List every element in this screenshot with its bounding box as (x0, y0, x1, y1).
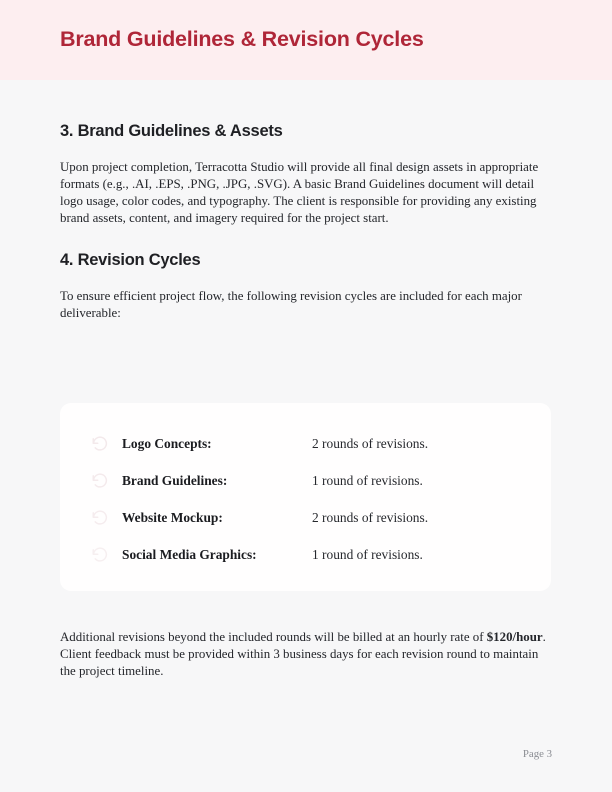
list-item (60, 425, 551, 462)
section-paragraph-revision-cycles: To ensure efficient project flow, the following revision cycles are included for each major deliverable: (60, 288, 522, 320)
rotate-counter-clockwise-icon (91, 546, 109, 564)
revision-item-value: 2 rounds of revisions. (312, 509, 429, 525)
footer-note-paragraph (60, 629, 552, 681)
list-item (60, 462, 551, 499)
document-header-band (0, 0, 612, 80)
document-title: Brand Guidelines & Revision Cycles (60, 27, 424, 52)
list-item (60, 536, 551, 573)
revision-item-value: 2 rounds of revisions. (312, 435, 429, 451)
revision-item-value: 1 round of revisions. (312, 546, 423, 562)
list-item (60, 499, 551, 536)
rotate-counter-clockwise-icon (91, 509, 109, 527)
revision-cycles-card (60, 403, 551, 591)
section-heading-brand-guidelines: 3. Brand Guidelines & Assets (60, 122, 283, 140)
page-number: Page 3 (522, 748, 552, 760)
revision-item-label: Social Media Graphics: (122, 546, 257, 562)
footer-note-part1: Additional revisions beyond the included rounds will be billed at an hourly rate of (60, 630, 487, 644)
revision-item-label: Website Mockup: (122, 509, 223, 525)
section-paragraph-brand-guidelines: Upon project completion, Terracotta Studio will provide all final design assets in appropriate formats (e.g., .AI, .EPS, .PNG, .JPG, .SVG). A basic Brand Guidelines document will detail logo usage, color codes, and typography. The client is responsible for providing any existing brand assets, content, and imagery required for the project start. (60, 160, 539, 225)
revision-item-label: Brand Guidelines: (122, 472, 228, 488)
footer-note-part2: . Client feedback must be provided within 3 business days for each revision round to maintain the project timeline. (60, 630, 546, 679)
revision-item-value: 1 round of revisions. (312, 472, 423, 488)
rotate-counter-clockwise-icon (91, 472, 109, 490)
section-heading-revision-cycles: 4. Revision Cycles (60, 250, 201, 269)
document-body (0, 80, 612, 321)
revision-item-label: Logo Concepts: (122, 435, 212, 451)
hourly-rate-value: $120/hour (486, 630, 543, 644)
rotate-counter-clockwise-icon (91, 435, 109, 453)
